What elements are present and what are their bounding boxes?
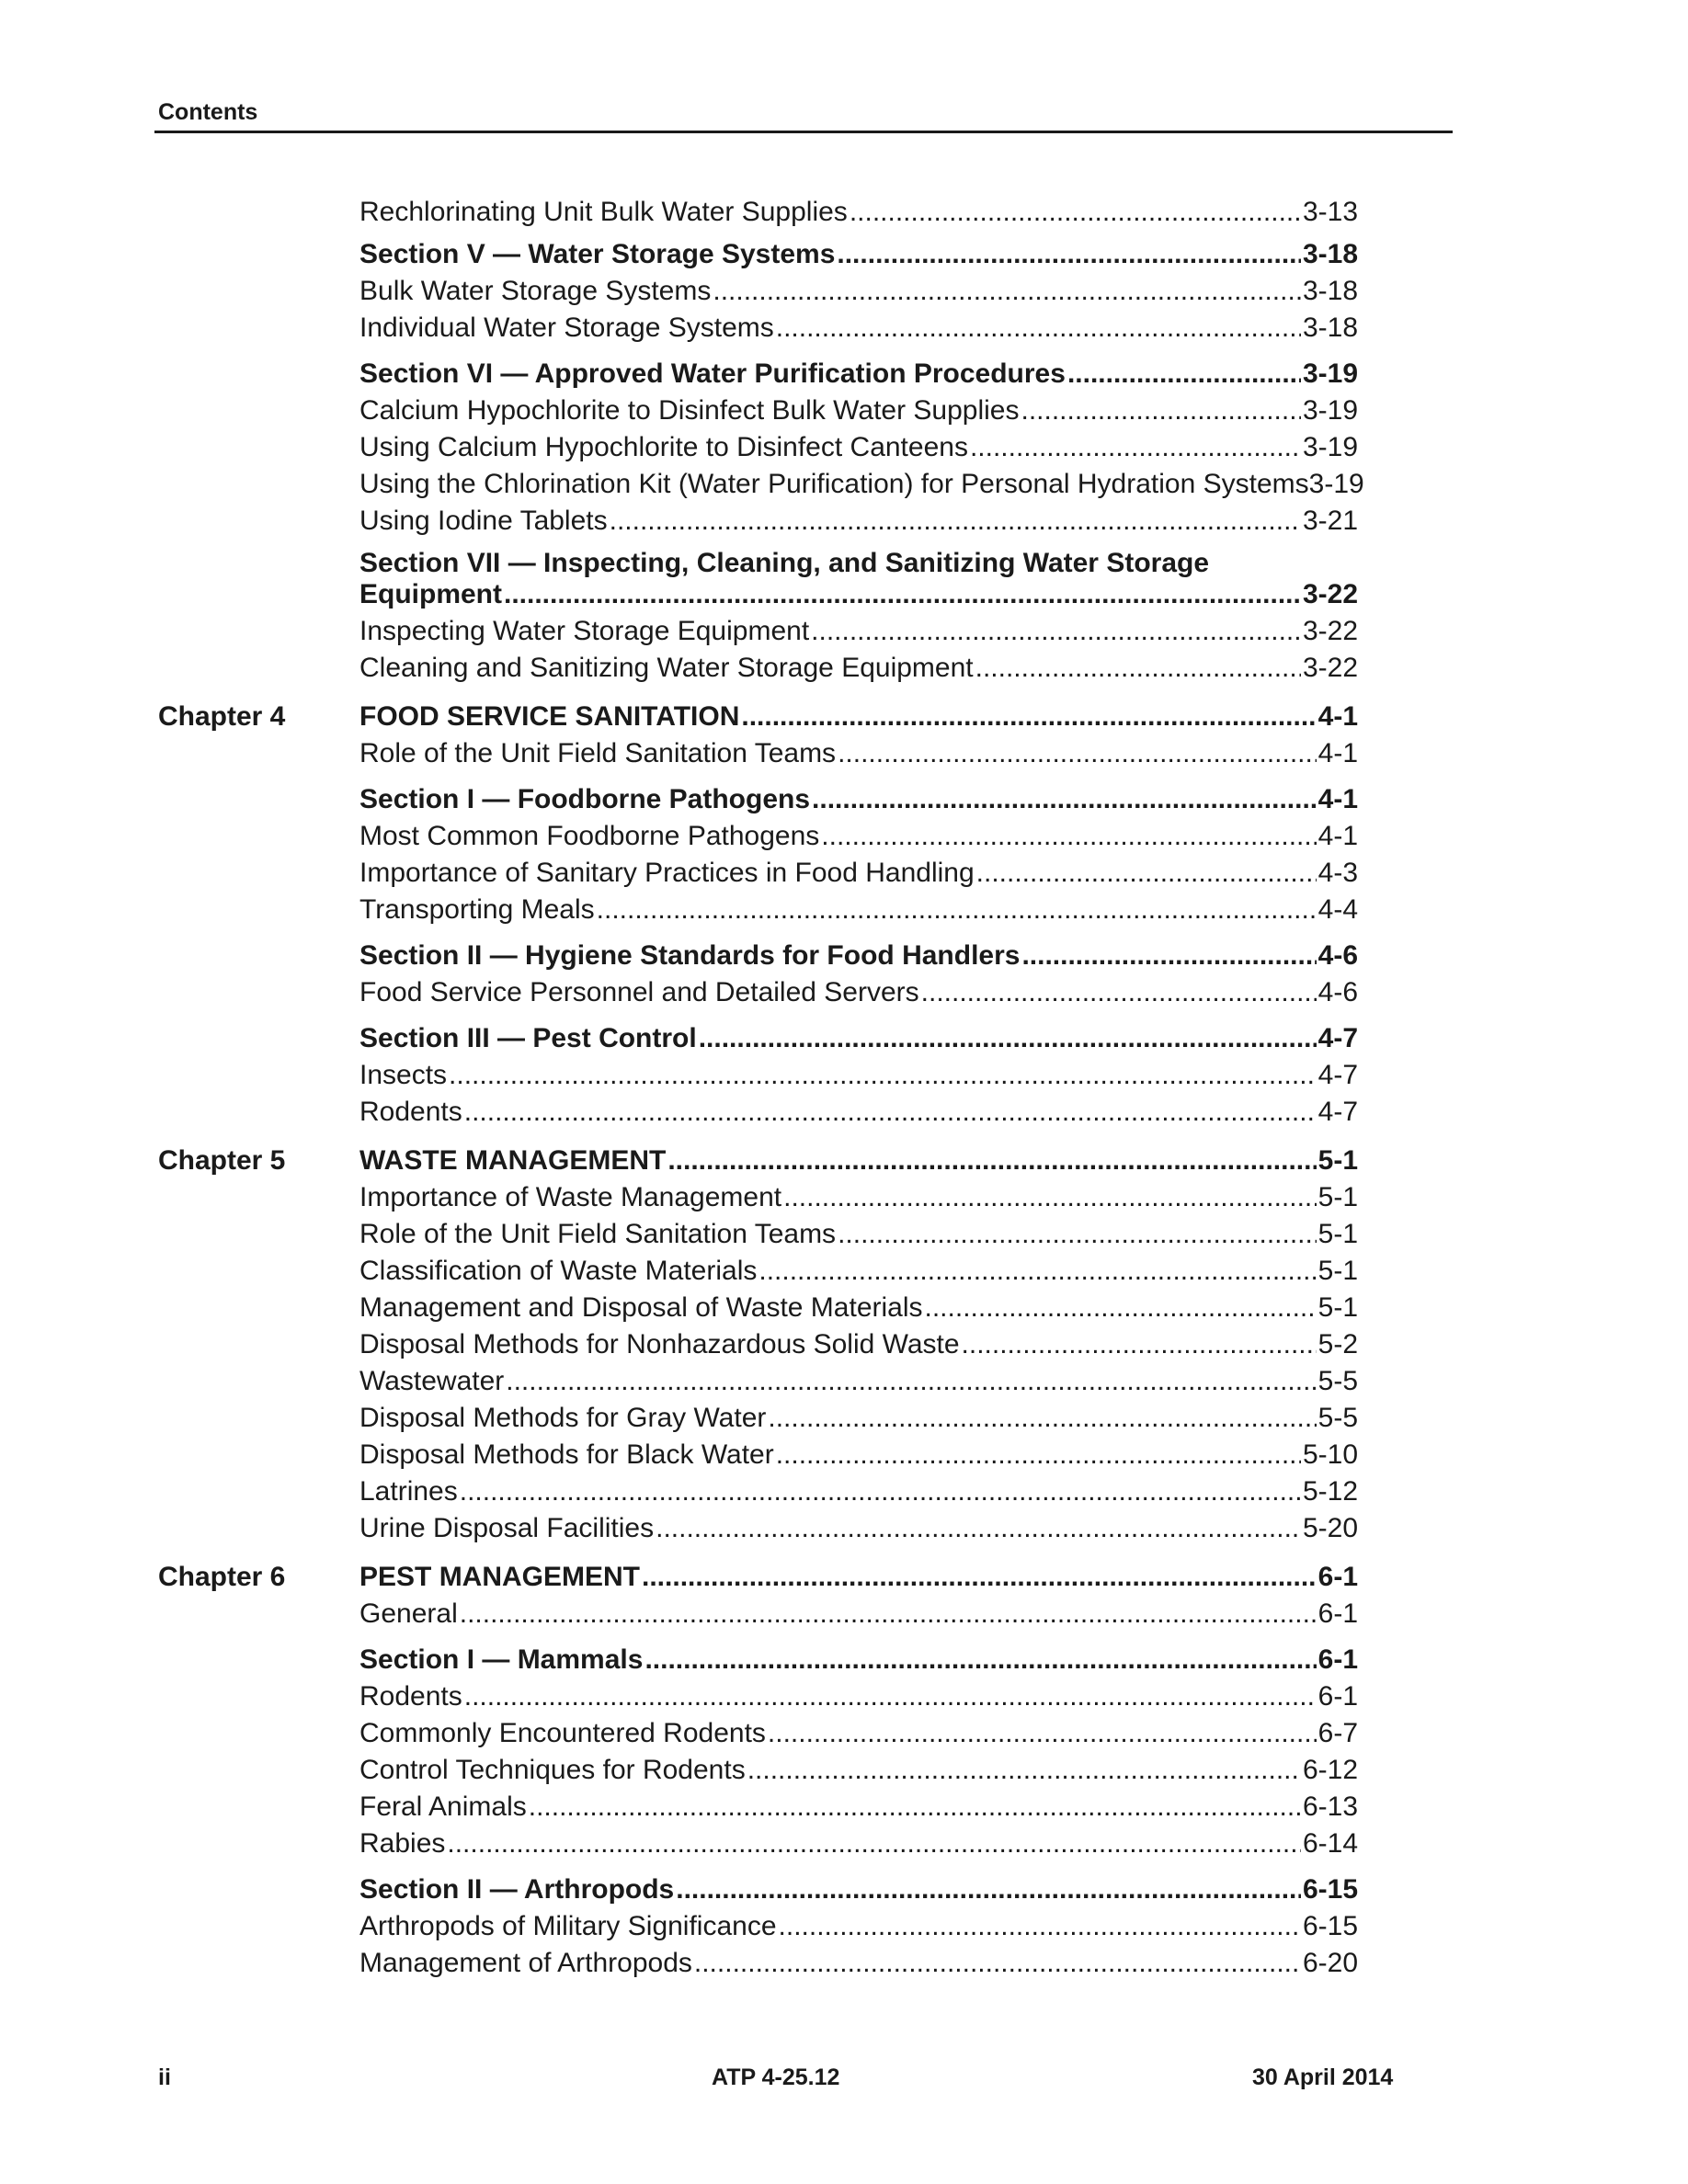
dot-leader: [747, 1752, 1301, 1789]
toc-entry-title: Section I — Foodborne Pathogens: [359, 784, 811, 814]
toc-entry-page: 4-7: [1317, 1097, 1358, 1127]
toc-entry[interactable]: [359, 503, 1358, 540]
toc-entry-page: 5-20: [1302, 1513, 1358, 1543]
toc-entry-title: WASTE MANAGEMENT: [359, 1145, 667, 1176]
toc-entry-title: Disposal Methods for Black Water: [359, 1439, 774, 1470]
toc-entry-title: Classification of Waste Materials: [359, 1256, 758, 1286]
toc-entry-page: 3-18: [1302, 239, 1358, 269]
toc-entry[interactable]: [359, 855, 1358, 892]
toc-entry-page: 4-3: [1317, 858, 1358, 888]
toc-entry-page: 4-1: [1317, 701, 1358, 732]
toc-entry[interactable]: [359, 1179, 1358, 1216]
toc-entry-title: Wastewater: [359, 1366, 505, 1396]
dot-leader: [925, 1290, 1317, 1326]
dot-leader: [837, 236, 1301, 273]
dot-leader: [1021, 392, 1301, 429]
toc-entry-title: Inspecting Water Storage Equipment: [359, 616, 810, 646]
chapter-label: Chapter 4: [158, 701, 286, 732]
dot-leader: [776, 1437, 1301, 1473]
toc-entry[interactable]: [359, 1253, 1358, 1290]
toc-entry[interactable]: [359, 1290, 1358, 1326]
chapter-label: Chapter 6: [158, 1562, 286, 1592]
toc-entry-title: Calcium Hypochlorite to Disinfect Bulk Water Supplies: [359, 395, 1020, 426]
dot-leader: [642, 1559, 1317, 1596]
toc-entry-page: 5-12: [1302, 1476, 1358, 1507]
toc-entry-page: 4-1: [1317, 784, 1358, 814]
toc-entry-page: 6-15: [1302, 1874, 1358, 1905]
toc-entry-title: Transporting Meals: [359, 894, 595, 925]
dot-leader: [694, 1945, 1301, 1982]
dot-leader: [667, 1143, 1316, 1179]
dot-leader: [783, 1179, 1317, 1216]
toc-entry-page: 3-18: [1302, 313, 1358, 343]
toc-entry-page: 3-18: [1302, 276, 1358, 306]
dot-leader: [838, 735, 1317, 772]
toc-entry-title: PEST MANAGEMENT: [359, 1562, 641, 1592]
toc-entry-title: Feral Animals: [359, 1792, 527, 1822]
toc-entry-title: Rechlorinating Unit Bulk Water Supplies: [359, 197, 848, 227]
dot-leader: [449, 1057, 1317, 1094]
dot-leader: [460, 1473, 1301, 1510]
toc-entry[interactable]: [359, 429, 1358, 466]
toc-entry[interactable]: [359, 1826, 1358, 1862]
toc-entry[interactable]: [359, 1678, 1358, 1715]
dot-leader: [812, 781, 1317, 818]
toc-entry[interactable]: [359, 735, 1358, 772]
page-number: ii: [158, 2065, 171, 2090]
toc-entry-page: 3-19: [1308, 469, 1364, 499]
dot-leader: [713, 273, 1301, 310]
dot-leader: [741, 699, 1316, 735]
toc-entry-title: Role of the Unit Field Sanitation Teams: [359, 1219, 837, 1249]
publication-date: 30 April 2014: [1252, 2065, 1394, 2090]
dot-leader: [768, 1715, 1317, 1752]
dot-leader: [464, 1678, 1317, 1715]
toc-entry-title: Arthropods of Military Significance: [359, 1911, 777, 1941]
toc-entry-page: 3-22: [1302, 653, 1358, 683]
toc-entry-page: 4-6: [1317, 940, 1358, 971]
toc-entry-title: Rabies: [359, 1828, 446, 1859]
toc-entry[interactable]: [359, 613, 1358, 650]
toc-entry-page: 6-12: [1302, 1755, 1358, 1785]
dot-leader: [811, 613, 1301, 650]
toc-entry-title: Section II — Hygiene Standards for Food Handlers: [359, 940, 1021, 971]
toc-entry-page: 4-1: [1317, 821, 1358, 851]
toc-section-heading[interactable]: [359, 576, 1358, 613]
toc-section-heading[interactable]: [359, 1020, 1358, 1057]
toc-section-heading[interactable]: [359, 699, 1358, 735]
dot-leader: [962, 1326, 1317, 1363]
toc-entry-title: Individual Water Storage Systems: [359, 313, 774, 343]
toc-section-heading[interactable]: [359, 356, 1358, 392]
toc-section-heading[interactable]: [359, 1871, 1358, 1908]
dot-leader: [970, 429, 1301, 466]
dot-leader: [850, 194, 1301, 231]
toc-entry-page: 4-1: [1317, 738, 1358, 768]
toc-entry-page: 6-1: [1317, 1598, 1358, 1629]
toc-entry-page: 6-15: [1302, 1911, 1358, 1941]
toc-entry-title: General: [359, 1598, 458, 1629]
toc-section-heading[interactable]: [359, 1559, 1358, 1596]
toc-entry-title: Most Common Foodborne Pathogens: [359, 821, 820, 851]
toc-entry-page: 3-22: [1302, 616, 1358, 646]
toc-entry-page: 4-7: [1317, 1023, 1358, 1053]
toc-entry-page: 5-5: [1317, 1403, 1358, 1433]
toc-entry-page: 6-20: [1302, 1948, 1358, 1978]
toc-entry[interactable]: [359, 194, 1358, 231]
dot-leader: [447, 1826, 1301, 1862]
toc-entry-page: 5-1: [1317, 1182, 1358, 1212]
toc-entry-title: Urine Disposal Facilities: [359, 1513, 655, 1543]
dot-leader: [699, 1020, 1317, 1057]
toc-entry-page: 3-19: [1302, 432, 1358, 462]
dot-leader: [821, 818, 1316, 855]
toc-section-heading[interactable]: [359, 236, 1358, 273]
toc-entry-title: Using Calcium Hypochlorite to Disinfect Canteens: [359, 432, 968, 462]
toc-entry-title: FOOD SERVICE SANITATION: [359, 701, 740, 732]
toc-entry-title: Insects: [359, 1060, 448, 1090]
toc-entry[interactable]: [359, 273, 1358, 310]
dot-leader: [779, 1908, 1301, 1945]
toc-entry-page: 4-6: [1317, 977, 1358, 1007]
toc-entry-title: Section V — Water Storage Systems: [359, 239, 836, 269]
toc-section-heading[interactable]: [359, 1642, 1358, 1678]
toc-entry[interactable]: [359, 1400, 1358, 1437]
toc-entry[interactable]: [359, 1363, 1358, 1400]
toc-entry-title: Section III — Pest Control: [359, 1023, 697, 1053]
toc-entry-page: 5-1: [1317, 1219, 1358, 1249]
toc-entry[interactable]: [359, 1057, 1358, 1094]
toc-entry-page: 4-4: [1317, 894, 1358, 925]
toc-entry[interactable]: [359, 650, 1358, 687]
toc-entry-page: 6-1: [1317, 1562, 1358, 1592]
toc-entry-page: 5-1: [1317, 1292, 1358, 1323]
toc-entry-page: 4-7: [1317, 1060, 1358, 1090]
dot-leader: [506, 1363, 1316, 1400]
toc-entry-title: Role of the Unit Field Sanitation Teams: [359, 738, 837, 768]
toc-entry[interactable]: [359, 1473, 1358, 1510]
dot-leader: [768, 1400, 1316, 1437]
toc-entry-page: 5-2: [1317, 1329, 1358, 1359]
toc-entry-title: Disposal Methods for Gray Water: [359, 1403, 767, 1433]
toc-section-heading[interactable]: [359, 1143, 1358, 1179]
toc-entry-page: 5-1: [1317, 1256, 1358, 1286]
toc-entry[interactable]: [359, 1510, 1358, 1547]
toc-entry-title: Importance of Sanitary Practices in Food Handling: [359, 858, 975, 888]
dot-leader: [758, 1253, 1316, 1290]
dot-leader: [460, 1596, 1317, 1632]
toc-entry[interactable]: [359, 1437, 1358, 1473]
toc-entry[interactable]: [359, 892, 1358, 928]
toc-entry-page: 6-1: [1317, 1681, 1358, 1712]
dot-leader: [529, 1789, 1301, 1826]
toc-entry-title: Section VI — Approved Water Purification Procedures: [359, 358, 1066, 389]
dot-leader: [644, 1642, 1316, 1678]
toc-entry-title: Importance of Waste Management: [359, 1182, 782, 1212]
toc-entry-title: Cleaning and Sanitizing Water Storage Equipment: [359, 653, 974, 683]
toc-entry-page: 6-13: [1302, 1792, 1358, 1822]
toc-entry-title: Bulk Water Storage Systems: [359, 276, 712, 306]
toc-entry[interactable]: [359, 1596, 1358, 1632]
toc-entry-page: 3-19: [1302, 395, 1358, 426]
dot-leader: [976, 855, 1317, 892]
toc-entry[interactable]: [359, 1908, 1358, 1945]
toc-entry-title: Equipment: [359, 579, 502, 609]
toc-entry[interactable]: [359, 974, 1358, 1011]
dot-leader: [656, 1510, 1301, 1547]
toc-entry[interactable]: [359, 818, 1358, 855]
toc-entry-page: 5-5: [1317, 1366, 1358, 1396]
toc-entry-page: 3-21: [1302, 506, 1358, 536]
toc-entry-page: 3-22: [1302, 579, 1358, 609]
toc-entry-page: 6-1: [1317, 1644, 1358, 1675]
toc-entry[interactable]: [359, 466, 1364, 503]
toc-entry-title: Using Iodine Tablets: [359, 506, 608, 536]
toc-entry-title: Rodents: [359, 1681, 462, 1712]
dot-leader: [838, 1216, 1317, 1253]
dot-leader: [975, 650, 1301, 687]
dot-leader: [610, 503, 1301, 540]
toc-entry[interactable]: [359, 1216, 1358, 1253]
toc-entry-page: 5-10: [1302, 1439, 1358, 1470]
toc-section-heading[interactable]: [359, 781, 1358, 818]
toc-entry[interactable]: [359, 1715, 1358, 1752]
dot-leader: [597, 892, 1317, 928]
dot-leader: [464, 1094, 1317, 1131]
toc-entry[interactable]: [359, 1752, 1358, 1789]
toc-entry-title: Control Techniques for Rodents: [359, 1755, 746, 1785]
document-id: ATP 4-25.12: [712, 2065, 840, 2090]
dot-leader: [504, 576, 1301, 613]
toc-entry-title: Food Service Personnel and Detailed Servers: [359, 977, 919, 1007]
toc-entry-title: Management of Arthropods: [359, 1948, 692, 1978]
toc-entry[interactable]: [359, 1326, 1358, 1363]
toc-entry-title: Management and Disposal of Waste Materials: [359, 1292, 923, 1323]
toc-entry-title: Commonly Encountered Rodents: [359, 1718, 766, 1748]
toc-entry-title: Latrines: [359, 1476, 458, 1507]
toc-entry-page: 5-1: [1317, 1145, 1358, 1176]
dot-leader: [1067, 356, 1301, 392]
toc-entry[interactable]: [359, 392, 1358, 429]
toc-entry[interactable]: [359, 310, 1358, 347]
dot-leader: [1021, 938, 1316, 974]
toc-entry-title: Using the Chlorination Kit (Water Purification) for Personal Hydration Systems: [359, 469, 1309, 499]
toc-entry-page: 6-14: [1302, 1828, 1358, 1859]
toc-entry-title: Rodents: [359, 1097, 462, 1127]
dot-leader: [676, 1871, 1301, 1908]
toc-entry-page: 3-19: [1302, 358, 1358, 389]
toc-entry[interactable]: [359, 1094, 1358, 1131]
toc-section-heading[interactable]: [359, 938, 1358, 974]
toc-entry-title: Section VII — Inspecting, Cleaning, and Sanitizing Water Storage: [359, 548, 1210, 578]
toc-entry-page: 3-13: [1302, 197, 1358, 227]
toc-entry-page: 6-7: [1317, 1718, 1358, 1748]
dot-leader: [921, 974, 1317, 1011]
toc-entry-title: Section II — Arthropods: [359, 1874, 675, 1905]
chapter-label: Chapter 5: [158, 1145, 286, 1176]
running-header: Contents: [158, 99, 258, 125]
dot-leader: [776, 310, 1301, 347]
toc-entry[interactable]: [359, 1945, 1358, 1982]
toc-entry-title: Disposal Methods for Nonhazardous Solid Waste: [359, 1329, 960, 1359]
toc-entry[interactable]: [359, 1789, 1358, 1826]
toc-entry-title: Section I — Mammals: [359, 1644, 644, 1675]
